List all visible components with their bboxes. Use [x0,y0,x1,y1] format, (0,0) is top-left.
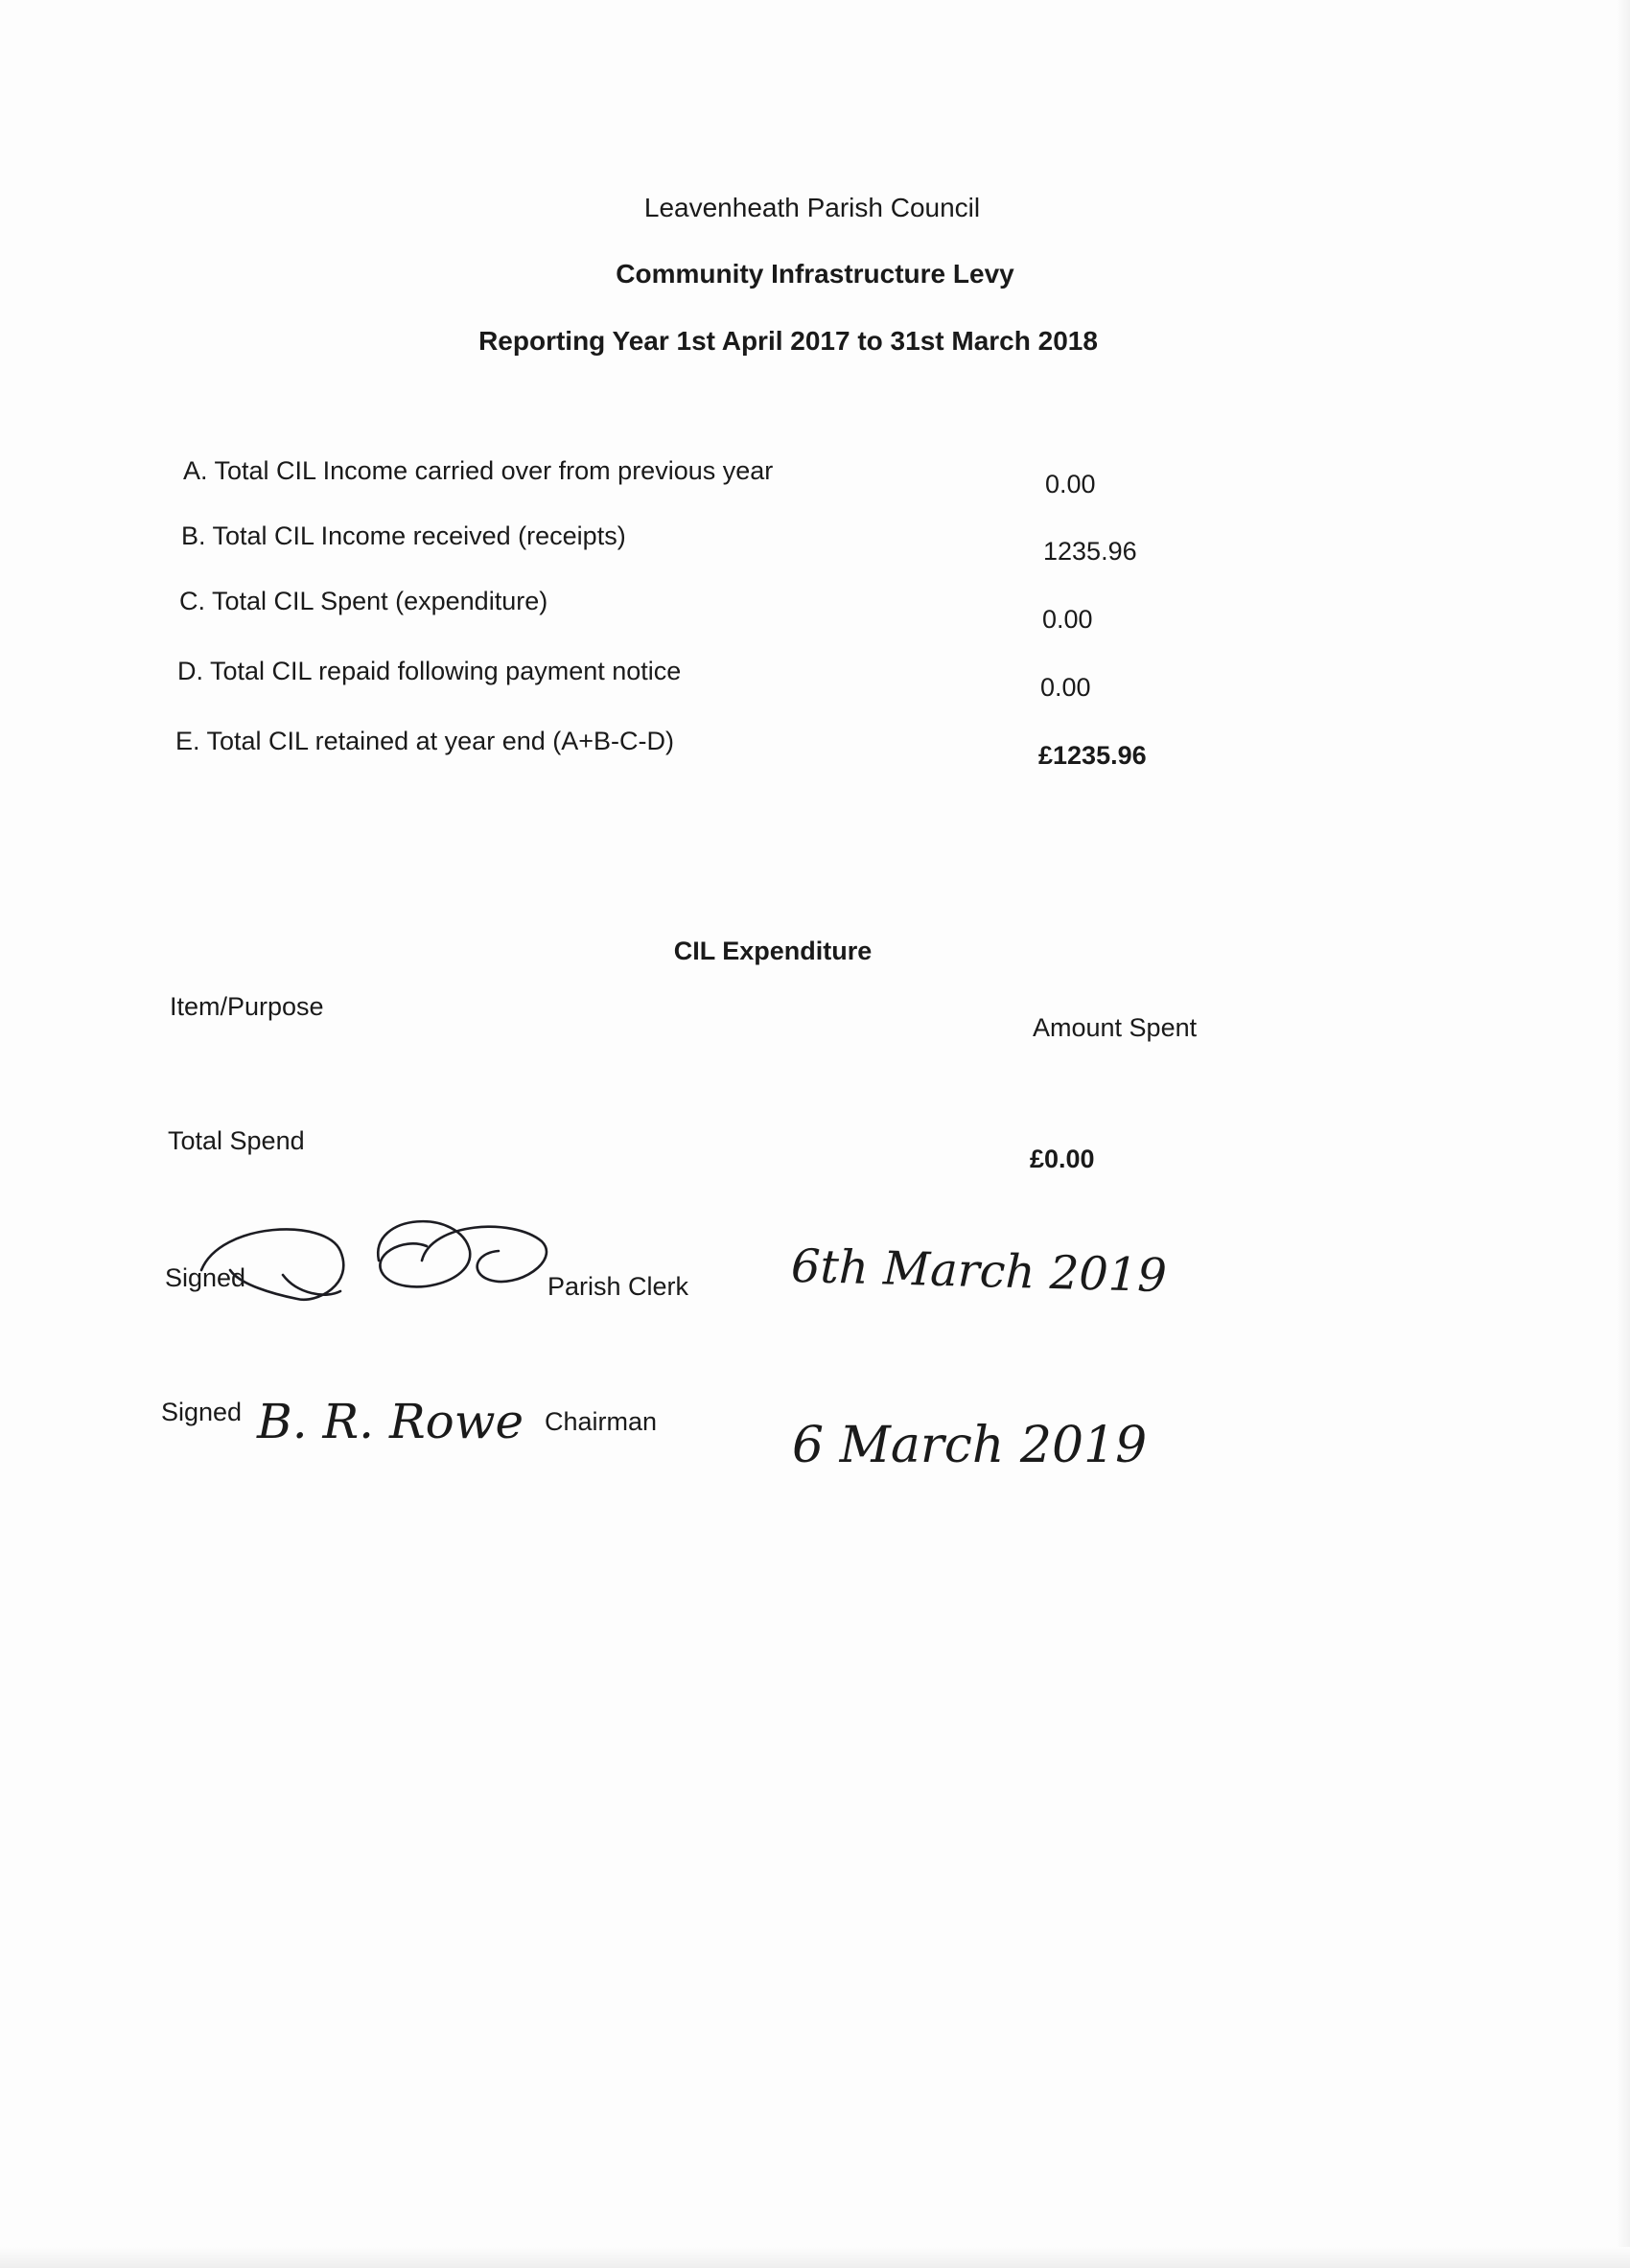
summary-label-a: A. Total CIL Income carried over from previous year [183,456,774,485]
summary-value-a: 0.00 [1045,470,1096,498]
scan-edge-shadow [1617,0,1630,2268]
summary-value-c: 0.00 [1042,605,1093,634]
reporting-year: Reporting Year 1st April 2017 to 31st March 2018 [478,326,1098,356]
expenditure-col-amount: Amount Spent [1033,1013,1198,1042]
scan-bottom-shadow [0,2247,1630,2268]
expenditure-heading: CIL Expenditure [673,937,873,965]
council-name: Leavenheath Parish Council [643,193,981,222]
chairman-signature: B. R. Rowe [257,1394,524,1449]
expenditure-col-item: Item/Purpose [170,992,324,1021]
document-title: Community Infrastructure Levy [616,259,1014,289]
summary-value-d: 0.00 [1040,673,1091,702]
chairman-role: Chairman [545,1407,658,1436]
summary-value-b: 1235.96 [1043,537,1137,566]
chairman-date: 6 March 2019 [792,1417,1148,1474]
total-spend-value: £0.00 [1030,1145,1095,1173]
summary-label-e: E. Total CIL retained at year end (A+B-C-D) [175,727,674,755]
clerk-date: 6th March 2019 [790,1238,1168,1304]
summary-label-d: D. Total CIL repaid following payment notice [177,657,682,685]
summary-label-b: B. Total CIL Income received (receipts) [181,521,626,550]
clerk-signature [182,1203,556,1328]
clerk-role: Parish Clerk [547,1272,689,1301]
clerk-signed-label: Signed [165,1263,246,1292]
chairman-signed-label: Signed [161,1398,243,1426]
summary-label-c: C. Total CIL Spent (expenditure) [179,587,548,615]
total-spend-label: Total Spend [168,1126,305,1155]
summary-value-e: £1235.96 [1038,741,1147,770]
